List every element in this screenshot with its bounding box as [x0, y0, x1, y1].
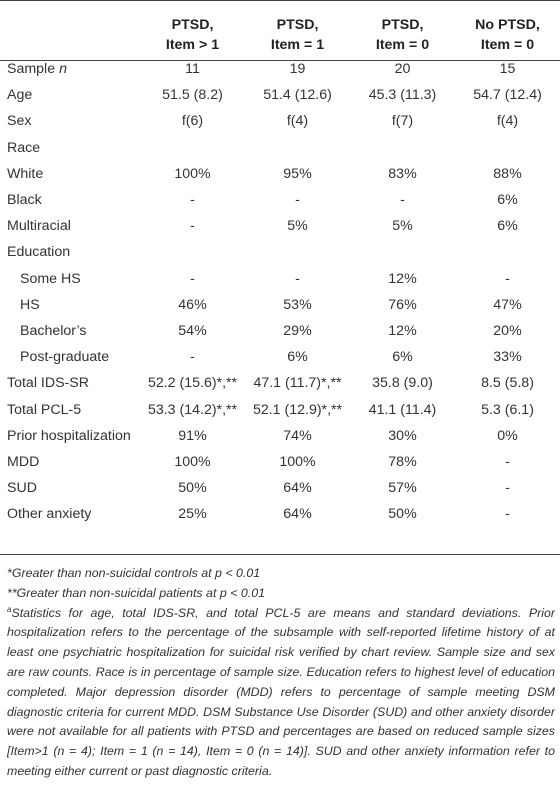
table-cell: 64%: [283, 480, 312, 497]
table-cell: 100%: [174, 453, 211, 470]
table-cell: -: [190, 270, 195, 287]
footnote-2: **Greater than non-suicidal patients at p < 0.01: [7, 585, 265, 600]
table-cell: 0%: [497, 427, 518, 444]
table-cell: -: [505, 506, 510, 523]
table-cell: 12%: [388, 270, 417, 287]
table-cell: 6%: [287, 349, 308, 366]
table-row: [0, 449, 560, 475]
table-cell: 83%: [388, 165, 417, 182]
table-cell: [245, 239, 350, 265]
table-cell: [455, 239, 560, 265]
table-cell: 6%: [497, 218, 518, 235]
table-cell: 52.1 (12.9)*,**: [252, 401, 343, 418]
table-cell: 52.2 (15.6)*,**: [147, 375, 238, 392]
table-cell: 35.8 (9.0): [372, 375, 433, 392]
table-cell: -: [190, 349, 195, 366]
footnote-3: [7, 604, 555, 782]
table-body: [0, 56, 560, 527]
table-cell: 29%: [283, 322, 312, 339]
table-cell: 30%: [388, 427, 417, 444]
table-row: [0, 370, 560, 396]
table-cell: [245, 135, 350, 161]
header-row: [0, 1, 560, 56]
table-cell: 78%: [388, 453, 417, 470]
table-cell: 53.3 (14.2)*,**: [147, 401, 238, 418]
table-cell: 11: [185, 61, 200, 78]
table-cell: [140, 135, 245, 161]
table-cell: 91%: [178, 427, 207, 444]
row-label: SUD: [7, 480, 37, 497]
header-rule: [0, 60, 560, 61]
table-cell: [350, 135, 455, 161]
header-ptsd-item-eq0: PTSD, Item = 0: [375, 17, 430, 53]
footnote-3-marker: a: [7, 604, 12, 614]
table-cell: 76%: [388, 296, 417, 313]
table-cell: 50%: [388, 506, 417, 523]
table-cell: -: [505, 270, 510, 287]
row-label: Total PCL-5: [7, 401, 82, 418]
table-cell: 54.7 (12.4): [473, 87, 542, 104]
table-cell: 15: [499, 61, 516, 78]
table-cell: 100%: [279, 453, 316, 470]
table-row: [0, 501, 560, 527]
table-cell: [140, 239, 245, 265]
table-row: [0, 239, 560, 265]
table-row: [0, 292, 560, 318]
table-cell: 57%: [388, 480, 417, 497]
table-row: [0, 344, 560, 370]
table-cell: 20: [394, 61, 411, 78]
table-cell: 53%: [283, 296, 312, 313]
table-row: [0, 161, 560, 187]
table-cell: f(4): [286, 113, 309, 130]
table-cell: f(6): [181, 113, 204, 130]
table-cell: 47%: [493, 296, 522, 313]
table-row: [0, 213, 560, 239]
row-label: Sample n: [7, 61, 67, 78]
table-cell: 33%: [493, 349, 522, 366]
table-cell: 6%: [392, 349, 413, 366]
table-cell: f(4): [496, 113, 519, 130]
header-noptsd-item-eq0: No PTSD, Item = 0: [475, 17, 540, 53]
table-row: [0, 135, 560, 161]
row-label: Multiracial: [7, 218, 71, 235]
footnote-3-text: Statistics for age, total IDS-SR, and total PCL-5 are means and standard deviations. Prior hospitalization refers to the percentage of the subsample with self-reported lifetime history of at least one psychiatric hospitalization for suicidal risk verified by chart review. Sample size and sex are raw counts. Race is in percentage of sample size. Education refers to highest level of education completed. Major depression disorder (MDD) refers to percentage of sample meeting DSM diagnostic criteria for current MDD. DSM Substance Use Disorder (SUD) and other anxiety disorder were not available for all patients with PTSD and percentages are based on reduced sample sizes [Item>1 (n = 4); Item = 1 (n = 14), Item = 0 (n = 14)]. SUD and other anxiety information refer to meeting either current or past diagnostic criteria.: [7, 605, 555, 778]
row-label: Education: [7, 244, 71, 261]
row-label: Sex: [7, 113, 32, 130]
row-label: Post-graduate: [20, 349, 110, 366]
table-cell: 88%: [493, 165, 522, 182]
table-cell: -: [190, 218, 195, 235]
table-cell: 54%: [178, 322, 207, 339]
row-label: Other anxiety: [7, 506, 92, 523]
table-cell: -: [400, 192, 405, 209]
table-cell: -: [505, 480, 510, 497]
table-cell: 20%: [493, 322, 522, 339]
row-label: White: [7, 165, 44, 182]
footnotes: [7, 564, 555, 782]
table-cell: 64%: [283, 506, 312, 523]
table-cell: 25%: [178, 506, 207, 523]
table-row: [0, 475, 560, 501]
table-row: [0, 423, 560, 449]
table-cell: 74%: [283, 427, 312, 444]
table-cell: [455, 135, 560, 161]
table-cell: 47.1 (11.7)*,**: [253, 375, 342, 392]
table-cell: 5%: [392, 218, 413, 235]
table-cell: 100%: [174, 165, 211, 182]
table-row: [0, 318, 560, 344]
table-cell: 8.5 (5.8): [481, 375, 534, 392]
row-label: MDD: [7, 453, 40, 470]
table-row: [0, 266, 560, 292]
table-row: [0, 187, 560, 213]
table-row: [0, 396, 560, 422]
table-cell: 46%: [178, 296, 207, 313]
row-label: Black: [7, 192, 42, 209]
table-row: [0, 82, 560, 108]
header-ptsd-item-eq1: PTSD, Item = 1: [270, 17, 325, 53]
table-cell: -: [190, 192, 195, 209]
table-cell: 95%: [283, 165, 312, 182]
table-cell: 6%: [497, 192, 518, 209]
table-cell: 5%: [287, 218, 308, 235]
table-row: [0, 108, 560, 134]
table-cell: -: [295, 270, 300, 287]
table-cell: 5.3 (6.1): [481, 401, 534, 418]
table-cell: [350, 239, 455, 265]
table-cell: 51.5 (8.2): [162, 87, 223, 104]
header-ptsd-item-gt1: PTSD, Item > 1: [165, 17, 220, 53]
row-label: Bachelor’s: [20, 322, 87, 339]
table-cell: 51.4 (12.6): [263, 87, 332, 104]
row-label: Some HS: [20, 270, 81, 287]
table-cell: 50%: [178, 480, 207, 497]
row-label: Prior hospitalization: [7, 427, 131, 444]
row-label: Age: [7, 87, 33, 104]
demographics-table: [0, 1, 560, 527]
table-cell: -: [505, 453, 510, 470]
table-cell: -: [295, 192, 300, 209]
bottom-rule: [0, 554, 560, 555]
table-cell: f(7): [391, 113, 414, 130]
header-blank: [0, 1, 140, 56]
table-cell: 12%: [388, 322, 417, 339]
table-cell: 45.3 (11.3): [368, 87, 437, 104]
row-label: Race: [7, 139, 41, 156]
table-cell: 41.1 (11.4): [368, 401, 437, 418]
table-cell: 19: [289, 61, 306, 78]
footnote-1: *Greater than non-suicidal controls at p < 0.01: [7, 566, 261, 580]
row-label: HS: [20, 296, 40, 313]
row-label: Total IDS-SR: [7, 375, 89, 392]
